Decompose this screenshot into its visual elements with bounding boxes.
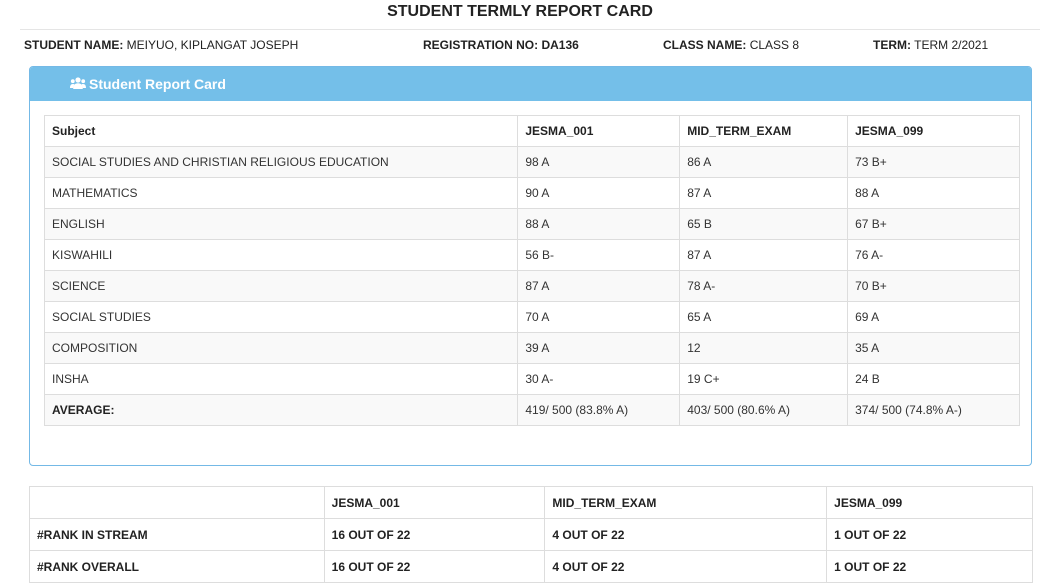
rank-row-overall	[30, 551, 1033, 583]
average-cell: 403/ 500 (80.6% A)	[680, 395, 848, 426]
score-cell: 76 A-	[848, 240, 1020, 271]
score-cell: 87 A	[680, 240, 848, 271]
title-divider	[20, 29, 1040, 30]
registration-value: DA136	[541, 38, 579, 52]
rank-header-empty	[30, 487, 325, 519]
student-name-value: MEIYUO, KIPLANGAT JOSEPH	[126, 38, 299, 52]
class-field	[663, 38, 799, 52]
score-cell: 35 A	[848, 333, 1020, 364]
rank-label: #RANK OVERALL	[30, 551, 325, 583]
score-cell: 65 B	[680, 209, 848, 240]
score-cell: 78 A-	[680, 271, 848, 302]
page-title: STUDENT TERMLY REPORT CARD	[387, 3, 653, 20]
rank-row-stream	[30, 519, 1033, 551]
term-label: TERM:	[873, 38, 911, 52]
score-cell: 69 A	[848, 302, 1020, 333]
table-row	[45, 209, 1020, 240]
subject-cell: SOCIAL STUDIES	[45, 302, 518, 333]
rank-cell: 1 OUT OF 22	[827, 519, 1033, 551]
score-cell: 39 A	[518, 333, 680, 364]
score-cell: 19 C+	[680, 364, 848, 395]
rank-header-jesma-099: JESMA_099	[827, 487, 1033, 519]
rank-cell: 1 OUT OF 22	[827, 551, 1033, 583]
column-header-subject: Subject	[45, 116, 518, 147]
score-cell: 86 A	[680, 147, 848, 178]
subject-cell: KISWAHILI	[45, 240, 518, 271]
table-row	[45, 364, 1020, 395]
rank-header-jesma-001: JESMA_001	[324, 487, 545, 519]
column-header-jesma-001: JESMA_001	[518, 116, 680, 147]
score-cell: 70 B+	[848, 271, 1020, 302]
report-card-panel	[29, 66, 1032, 466]
subject-cell: COMPOSITION	[45, 333, 518, 364]
average-row	[45, 395, 1020, 426]
panel-heading-text: Student Report Card	[89, 76, 226, 92]
score-cell: 65 A	[680, 302, 848, 333]
table-row	[45, 147, 1020, 178]
score-cell: 87 A	[518, 271, 680, 302]
rank-header-row	[30, 487, 1033, 519]
score-cell: 87 A	[680, 178, 848, 209]
rank-header-mid-term-exam: MID_TERM_EXAM	[545, 487, 827, 519]
term-field	[873, 38, 988, 52]
subject-cell: ENGLISH	[45, 209, 518, 240]
registration-field	[423, 38, 579, 52]
table-row	[45, 333, 1020, 364]
score-cell: 73 B+	[848, 147, 1020, 178]
rank-cell: 4 OUT OF 22	[545, 551, 827, 583]
grades-table	[44, 115, 1020, 426]
average-cell: 374/ 500 (74.8% A-)	[848, 395, 1020, 426]
rank-label: #RANK IN STREAM	[30, 519, 325, 551]
rank-cell: 16 OUT OF 22	[324, 519, 545, 551]
class-value: CLASS 8	[749, 38, 800, 52]
grades-header-row	[45, 116, 1020, 147]
rank-table	[29, 486, 1033, 583]
table-row	[45, 271, 1020, 302]
subject-cell: MATHEMATICS	[45, 178, 518, 209]
rank-cell: 16 OUT OF 22	[324, 551, 545, 583]
student-info-bar	[0, 38, 1040, 54]
users-icon	[70, 77, 86, 89]
student-name-label: STUDENT NAME:	[24, 38, 124, 52]
table-row	[45, 240, 1020, 271]
rank-cell: 4 OUT OF 22	[545, 519, 827, 551]
score-cell: 24 B	[848, 364, 1020, 395]
score-cell: 90 A	[518, 178, 680, 209]
score-cell: 70 A	[518, 302, 680, 333]
student-name-field	[24, 38, 298, 52]
subject-cell: SOCIAL STUDIES AND CHRISTIAN RELIGIOUS EDUCATION	[45, 147, 518, 178]
table-row	[45, 302, 1020, 333]
column-header-jesma-099: JESMA_099	[848, 116, 1020, 147]
column-header-mid-term-exam: MID_TERM_EXAM	[680, 116, 848, 147]
subject-cell: INSHA	[45, 364, 518, 395]
score-cell: 67 B+	[848, 209, 1020, 240]
score-cell: 56 B-	[518, 240, 680, 271]
score-cell: 98 A	[518, 147, 680, 178]
average-label: AVERAGE:	[45, 395, 518, 426]
term-value: TERM 2/2021	[914, 38, 989, 52]
panel-heading	[30, 67, 1031, 101]
table-row	[45, 178, 1020, 209]
average-cell: 419/ 500 (83.8% A)	[518, 395, 680, 426]
score-cell: 88 A	[518, 209, 680, 240]
subject-cell: SCIENCE	[45, 271, 518, 302]
class-label: CLASS NAME:	[663, 38, 747, 52]
score-cell: 30 A-	[518, 364, 680, 395]
registration-label: REGISTRATION NO:	[423, 38, 539, 52]
score-cell: 88 A	[848, 178, 1020, 209]
score-cell: 12	[680, 333, 848, 364]
